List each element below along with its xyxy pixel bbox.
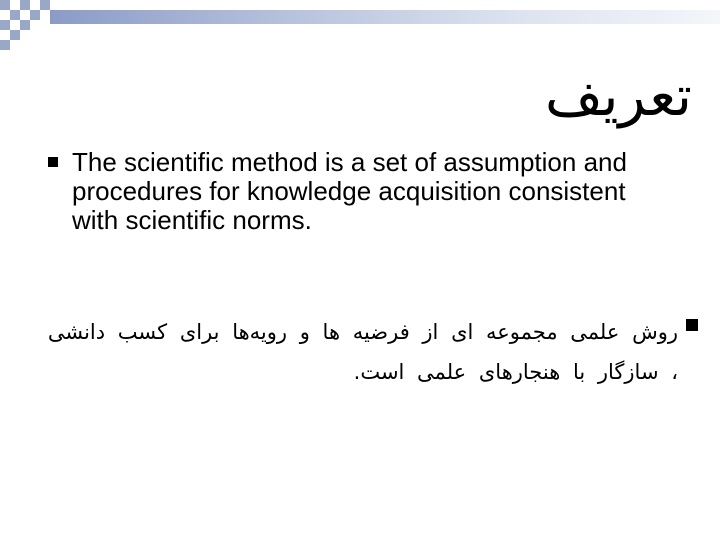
header-decoration xyxy=(0,0,720,48)
bullet-text: The scientific method is a set of assumption and procedures for knowledge acquisition consistent with scientific norms. xyxy=(72,147,627,235)
square-bullet-icon xyxy=(686,319,698,331)
decor-square xyxy=(0,20,10,30)
decor-square xyxy=(30,10,40,20)
decor-square xyxy=(0,40,10,50)
decor-square xyxy=(0,0,10,10)
bullet-item-english xyxy=(48,148,648,235)
header-gradient-bar xyxy=(50,10,720,24)
bullet-text: روش علمی مجموعه ای از فرضیه ها و رویه‌ها برای کسب دانشی ، سازگار با هنجارهای علمی است. xyxy=(47,320,678,384)
decor-square xyxy=(20,20,30,30)
decor-square xyxy=(10,10,20,20)
slide-title: تعریف xyxy=(544,64,692,129)
square-bullet-icon xyxy=(48,157,58,167)
decor-square xyxy=(20,0,30,10)
decor-square xyxy=(10,30,20,40)
decor-square xyxy=(40,0,50,10)
bullet-item-persian xyxy=(38,312,698,392)
